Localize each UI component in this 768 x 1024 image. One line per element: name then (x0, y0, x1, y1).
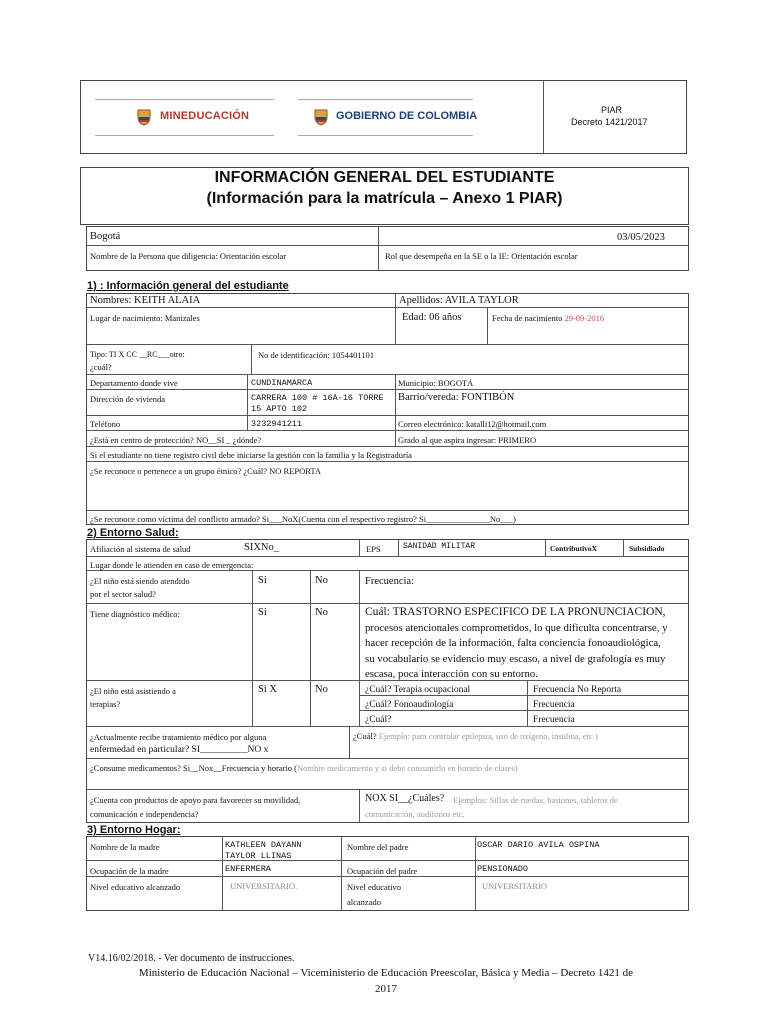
madre-value-2: TAYLOR LLINAS (225, 851, 292, 861)
diagnostico-cual-1: Cuál: TRASTORNO ESPECIFICO DE LA PRONUNCIACION, (365, 606, 666, 618)
tratamiento-q1: ¿Actualmente recibe tratamiento médico por alguna (90, 732, 267, 742)
decree-label: Decreto 1421/2017 (571, 117, 648, 127)
terapia-2: ¿Cuál? Fonoaudiología (365, 700, 454, 710)
ocupacion-padre-label: Ocupación del padre (347, 866, 418, 876)
section2-title: 2) Entorno Salud: (87, 527, 179, 539)
madre-value-1: KATHLEEN DAYANN (225, 840, 302, 850)
atendido-q1: ¿El niño está siendo atendido (90, 576, 190, 586)
city: Bogotá (90, 231, 121, 242)
victima-conflicto: ¿Se reconoce como víctima del conflicto armado? Si___NoX(Cuenta con el respectivo registro? Si_______________No___) (90, 514, 516, 524)
nombres: Nombres: KEITH ALAIA (90, 295, 201, 306)
departamento-value: CUNDINAMARCA (251, 378, 313, 388)
nivel-padre-label-2: alcanzado (347, 897, 381, 907)
afiliacion-value: SIXNo_ (244, 542, 280, 553)
coat-of-arms-icon (136, 108, 152, 131)
eps-value: SANIDAD MILITAR (403, 542, 476, 551)
date: 03/05/2023 (617, 232, 665, 243)
tipo-id-cual: ¿cuál? (90, 362, 112, 372)
section1-title: 1) : Información general del estudiante (87, 280, 289, 292)
departamento-label: Departamento donde vive (90, 378, 178, 388)
terapias-q2: terapias? (90, 699, 121, 709)
nivel-madre-value: UNIVERSITARIO. (230, 881, 298, 891)
apellidos: Apellidos: AVILA TAYLOR (399, 295, 519, 306)
terapia-3: ¿Cuál? (365, 715, 392, 725)
apoyo-example-1: Ejemplos: Sillas de ruedas, bastones, tableros de (453, 795, 618, 805)
direccion-label: Dirección de vivienda (90, 394, 166, 404)
ministry-footer-1: Ministerio de Educación Nacional – Viceministerio de Educación Preescolar, Básica y Media – Decreto 1421 de (138, 967, 634, 979)
padre-label: Nombre del padre (347, 842, 409, 852)
terapia-1: ¿Cuál? Terapia ocupacional (365, 685, 471, 695)
diagnostico-no: No (315, 607, 328, 618)
frecuencia-label: Frecuencia: (365, 576, 414, 587)
terapias-si: Si X (258, 684, 277, 695)
lugar-emergencia: Lugar donde le atienden en caso de emergencia: (90, 560, 254, 570)
grupo-etnico: ¿Se reconoce o pertenece a un grupo étnico? ¿Cuál? NO REPORTA (90, 466, 322, 476)
section1-table (86, 293, 689, 525)
terapia-2-frecuencia: Frecuencia (533, 700, 575, 710)
apoyo-q1: ¿Cuenta con productos de apoyo para favorecer su movilidad, (90, 795, 301, 805)
lugar-nacimiento: Lugar de nacimiento: Manizales (90, 313, 200, 323)
nivel-padre-label-1: Nivel educativo (347, 882, 402, 892)
afiliacion-label: Afiliación al sistema de salud (90, 544, 191, 554)
edad: Edad: 06 años (402, 312, 462, 323)
barrio: Barrio/vereda: FONTIBÓN (398, 392, 515, 403)
meta-box (86, 226, 689, 271)
terapias-no: No (315, 684, 328, 695)
diagnostico-cual-5: escasa, poca interacción con su entorno. (365, 668, 538, 680)
tratamiento-q2: enfermedad en particular? SI__________NO x (90, 745, 269, 755)
terapia-3-frecuencia: Frecuencia (533, 715, 575, 725)
version-footer: V14.16/02/2018. - Ver documento de instrucciones. (88, 953, 295, 964)
direccion-value-2: 15 APTO 102 (251, 404, 308, 414)
municipio: Municipio: BOGOTÁ (398, 378, 474, 388)
padre-value: OSCAR DARIO AVILA OSPINA (477, 840, 600, 850)
ministry-footer-2: 2017 (375, 983, 397, 995)
subsidiado: Subsidiado (629, 544, 665, 553)
ocupacion-madre-label: Ocupación de la madre (90, 866, 169, 876)
direccion-value-1: CARRERA 100 # 16A-16 TORRE (251, 393, 384, 403)
atendido-no: No (315, 575, 328, 586)
eps-label: EPS (366, 544, 381, 554)
diagnostico-si: Si (258, 607, 267, 618)
section3-title: 3) Entorno Hogar: (87, 824, 181, 836)
page-subtitle: (Información para la matrícula – Anexo 1 PIAR) (206, 190, 563, 207)
no-identificacion: No de identificación: 1054401101 (258, 350, 375, 360)
mineducacion-logo-text: MINEDUCACIÓN (160, 110, 250, 122)
telefono-value: 3232941211 (251, 419, 303, 429)
telefono-label: Teléfono (90, 419, 121, 429)
fecha-nacimiento-value: 29-09-2016 (564, 313, 605, 323)
apoyo-q2: comunicación e independencia? (90, 809, 199, 819)
doc-label: PIAR (601, 105, 623, 115)
contributivo: ContributivoX (550, 544, 598, 553)
tipo-id: Tipo: TI X CC __RC___otro: (90, 350, 185, 359)
grado: Grado al que aspira ingresar: PRIMERO (398, 435, 537, 445)
terapia-1-frecuencia: Frecuencia No Reporta (533, 685, 622, 695)
medicamentos: ¿Consume medicamentos? Si__Nox__Frecuencia y horario (Nombre medicamento y si debe consumirlo en horario de clases) (90, 763, 518, 773)
atendido-q2: por el sector salud? (90, 589, 156, 599)
diagnostico-cual-3: hacer recepción de la información, falta conciencia fonoaudiológica, (365, 637, 661, 649)
diagnostico-q: Tiene diagnóstico médico: (90, 609, 180, 619)
person-label: Nombre de la Persona que diligencia: Orientación escolar (90, 251, 287, 261)
proteccion: ¿Está en centro de protección? NO__SI _ ¿dónde? (90, 435, 262, 445)
tratamiento-cual: ¿Cuál? Ejemplo: para controlar epilepsia, uso de oxígeno, insulina, etc.) (353, 731, 598, 741)
correo: Correo electrónico: katalli12@hotmail.com (398, 419, 547, 429)
diagnostico-cual-2: procesos atencionales comprometidos, lo que dificulta concentrarse, y (365, 622, 668, 634)
madre-label: Nombre de la madre (90, 842, 160, 852)
page-title: INFORMACIÓN GENERAL DEL ESTUDIANTE (214, 169, 555, 186)
registro-civil: Si el estudiante no tiene registro civil debe iniciarse la gestión con la familia y la Registraduría (90, 450, 412, 460)
ocupacion-padre-value: PENSIONADO (477, 864, 529, 874)
role-label: Rol que desempeña en la SE o la IE: Orientación escolar (385, 251, 578, 261)
apoyo-cual: NOX SI__¿Cuáles? (365, 793, 445, 804)
atendido-si: Si (258, 575, 267, 586)
gobierno-logo-text: GOBIERNO DE COLOMBIA (336, 110, 478, 122)
fecha-nacimiento: Fecha de nacimiento 29-09-2016 (492, 313, 605, 323)
nivel-madre-label: Nivel educativo alcanzado (90, 882, 181, 892)
terapias-q1: ¿El niño está asistiendo a (90, 686, 176, 696)
apoyo-example-2: comunicación, audífonos etc. (365, 809, 465, 819)
ocupacion-madre-value: ENFERMERA (225, 864, 271, 874)
nivel-padre-value: UNIVERSITARIO (482, 881, 547, 891)
coat-of-arms-icon (313, 108, 329, 131)
diagnostico-cual-4: su vocabulario se evidencio muy escaso, a nivel de grafología es muy (365, 653, 666, 665)
